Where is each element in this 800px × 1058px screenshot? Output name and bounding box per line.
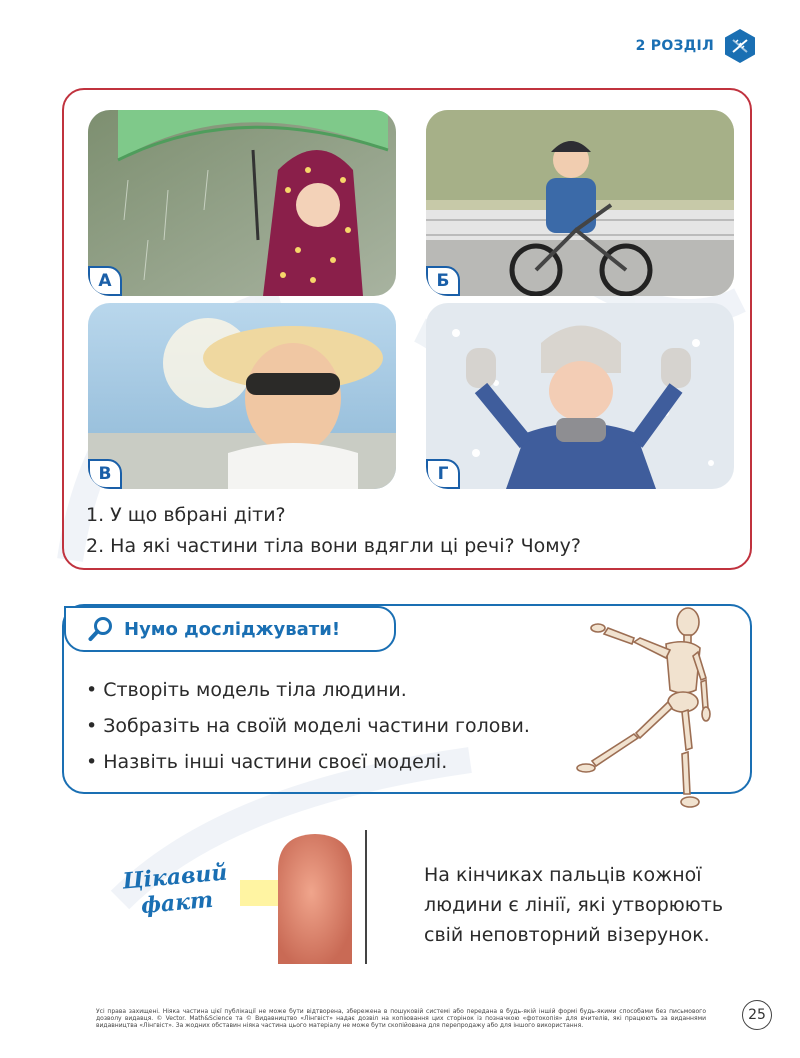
photo-a-letter: А <box>88 266 122 296</box>
page-number: 25 <box>742 1000 772 1030</box>
photo-c-letter: В <box>88 459 122 489</box>
explore-header <box>64 606 396 652</box>
fact-text-line3: свій неповторний візерунок. <box>424 924 710 946</box>
fact-text <box>424 860 764 950</box>
magnifier-icon <box>88 616 114 642</box>
fingertip-image <box>270 830 372 964</box>
explore-items <box>86 672 530 780</box>
fact-title-line2: факт <box>139 886 215 920</box>
fact-text-line2: людини є лінії, які утворюють <box>424 894 724 916</box>
explore-title: Нумо досліджувати! <box>124 618 341 640</box>
fact-title <box>114 859 238 921</box>
photo-c <box>88 303 396 489</box>
photo-a <box>88 110 396 296</box>
questions-list <box>86 500 581 562</box>
wooden-manikin-image <box>570 598 718 816</box>
section-label: 2 РОЗДІЛ <box>635 38 714 54</box>
fact-title-line1: Цікавий <box>121 859 229 895</box>
photo-d-letter: Г <box>426 459 460 489</box>
explore-item: • Створіть модель тіла людини. <box>86 672 530 708</box>
rain-umbrella-image <box>88 110 396 296</box>
photo-d <box>426 303 734 489</box>
winter-girl-image <box>426 303 734 489</box>
question-2: 2. На які частини тіла вони вдягли ці речі? Чому? <box>86 535 581 557</box>
sun-hat-girl-image <box>88 303 396 489</box>
dna-icon <box>722 28 758 64</box>
photo-b-letter: Б <box>426 266 460 296</box>
question-1: 1. У що вбрані діти? <box>86 504 286 526</box>
boy-bicycle-image <box>426 110 734 296</box>
section-tag <box>636 28 758 64</box>
copyright-notice: Усі права захищені. Ніяка частина цієї публікації не може бути відтворена, збережена в пошуковій системі або передана в будь-якій іншій формі будь-якими способами без письмового дозволу видавця. © Vector. Math&Science та © Видавництво «Лінгвіст» надає дозвіл на копіювання цих сторінок із позначкою «фотокопія» для вчителів, які працюють за виданнями видавництва «Лінгвіст». За жодних обставин ніяка частина цього матеріалу не може бути скопійована для перепродажу або для іншого використання. <box>96 1008 706 1029</box>
fact-text-line1: На кінчиках пальців кожної <box>424 864 702 886</box>
explore-item: • Назвіть інші частини своєї моделі. <box>86 744 530 780</box>
explore-item: • Зобразіть на своїй моделі частини голови. <box>86 708 530 744</box>
photo-b <box>426 110 734 296</box>
